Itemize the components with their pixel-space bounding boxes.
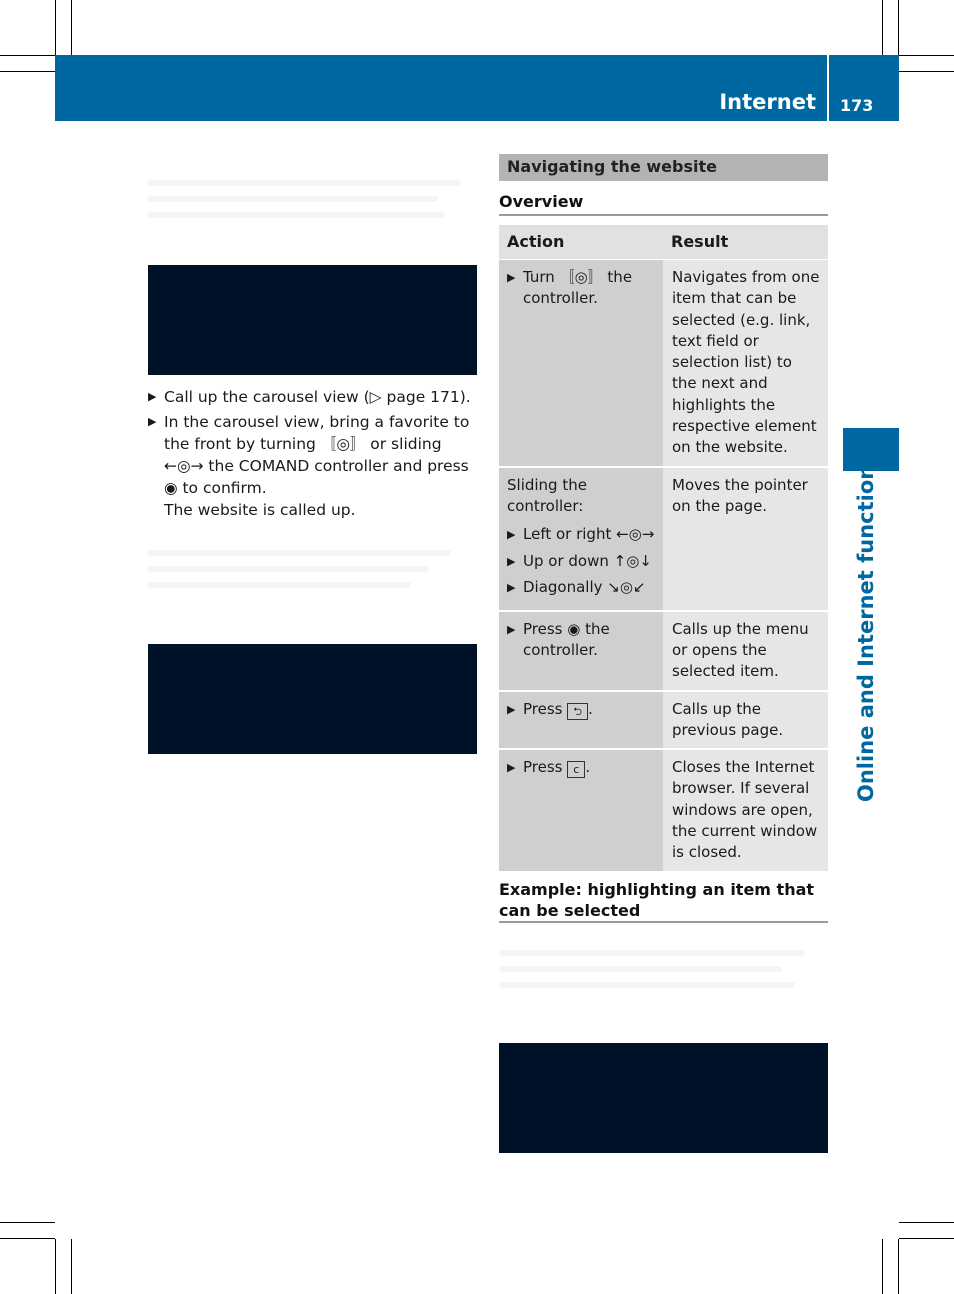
action-text: Press — [523, 758, 563, 777]
crop-mark — [882, 1239, 883, 1294]
example-heading: Example: highlighting an item that can be selected — [499, 880, 815, 920]
crop-mark — [882, 0, 883, 55]
action-cell — [499, 749, 663, 871]
step-arrow-icon: ▶ — [148, 390, 157, 403]
overview-table — [499, 225, 828, 873]
action-cell — [499, 691, 663, 750]
crop-mark — [71, 1239, 72, 1294]
step-text: In the carousel view, bring a favorite to the front by turning 〚◎〛 or sliding ←◎→ the COMAND controller and press ◉ to confirm. — [164, 413, 470, 497]
step-arrow-icon: ▶ — [507, 528, 516, 542]
action-text: Up or down ↑◎↓ — [523, 551, 652, 570]
step-arrow-icon: ▶ — [507, 702, 516, 716]
step-arrow-icon: ▶ — [148, 415, 157, 428]
table-row — [499, 467, 828, 611]
action-text: Turn 〚◎〛 the controller. — [523, 268, 633, 308]
column-header-result: Result — [663, 225, 828, 260]
screen-image — [148, 265, 477, 375]
crop-mark — [0, 71, 55, 72]
crop-mark — [899, 1222, 954, 1223]
step-arrow-icon: ▶ — [507, 622, 516, 636]
heading-rule — [499, 214, 828, 216]
action-text: Press — [523, 699, 563, 718]
image-caption-faded — [148, 170, 477, 250]
header-title: Internet — [719, 90, 816, 114]
result-cell: Calls up the previous page. — [663, 691, 828, 750]
action-suffix: . — [585, 758, 591, 777]
table-header-row — [499, 225, 828, 260]
action-cell — [499, 260, 663, 467]
table-row — [499, 611, 828, 691]
crop-mark — [898, 1239, 899, 1294]
crop-mark — [71, 0, 72, 55]
heading-rule — [499, 921, 828, 923]
crop-mark — [899, 1238, 954, 1239]
crop-mark — [899, 55, 954, 56]
step-item — [148, 386, 480, 408]
action-cell — [499, 611, 663, 691]
crop-mark — [55, 0, 56, 55]
crop-mark — [898, 0, 899, 55]
step-result: The website is called up. — [164, 501, 356, 519]
crop-mark — [899, 71, 954, 72]
action-cell — [499, 467, 663, 611]
action-text: Left or right ←◎→ — [523, 525, 655, 544]
step-arrow-icon: ▶ — [507, 554, 516, 568]
step-text: Call up the carousel view (▷ page 171). — [164, 388, 471, 406]
action-text: Diagonally ↘◎↙ — [523, 577, 646, 596]
step-arrow-icon: ▶ — [507, 580, 516, 594]
overview-heading: Overview — [499, 192, 584, 211]
result-cell: Closes the Internet browser. If several windows are open, the current window is closed. — [663, 749, 828, 871]
crop-mark — [0, 1222, 55, 1223]
action-suffix: . — [588, 699, 593, 718]
action-text: Press ◉ the controller. — [523, 619, 610, 659]
screen-image — [148, 644, 477, 754]
result-cell: Navigates from one item that can be selected (e.g. link, text field or selection list) to the next and highlights the respective element on the website. — [663, 260, 828, 467]
result-cell: Moves the pointer on the page. — [663, 467, 828, 611]
image-caption-faded — [148, 540, 477, 620]
image-caption-faded — [499, 940, 828, 1020]
clear-key-icon: c — [567, 761, 585, 778]
section-title: Navigating the website — [507, 157, 717, 176]
table-row — [499, 749, 828, 871]
side-tab-label: Online and Internet functions — [854, 452, 878, 802]
instruction-steps — [148, 386, 480, 524]
section-title-bar — [499, 154, 828, 181]
step-arrow-icon: ▶ — [507, 761, 516, 775]
table-row — [499, 260, 828, 467]
crop-mark — [0, 1238, 55, 1239]
table-row — [499, 691, 828, 750]
screen-image — [499, 1043, 828, 1153]
result-cell: Calls up the menu or opens the selected item. — [663, 611, 828, 691]
action-intro: Sliding the controller: — [507, 475, 587, 515]
back-key-icon: ⮌ — [567, 703, 588, 720]
crop-mark — [0, 55, 55, 56]
crop-mark — [55, 1239, 56, 1294]
step-item — [148, 411, 480, 521]
page-number: 173 — [840, 96, 874, 115]
header-divider — [827, 55, 829, 121]
column-header-action: Action — [499, 225, 663, 260]
step-arrow-icon: ▶ — [507, 271, 516, 284]
